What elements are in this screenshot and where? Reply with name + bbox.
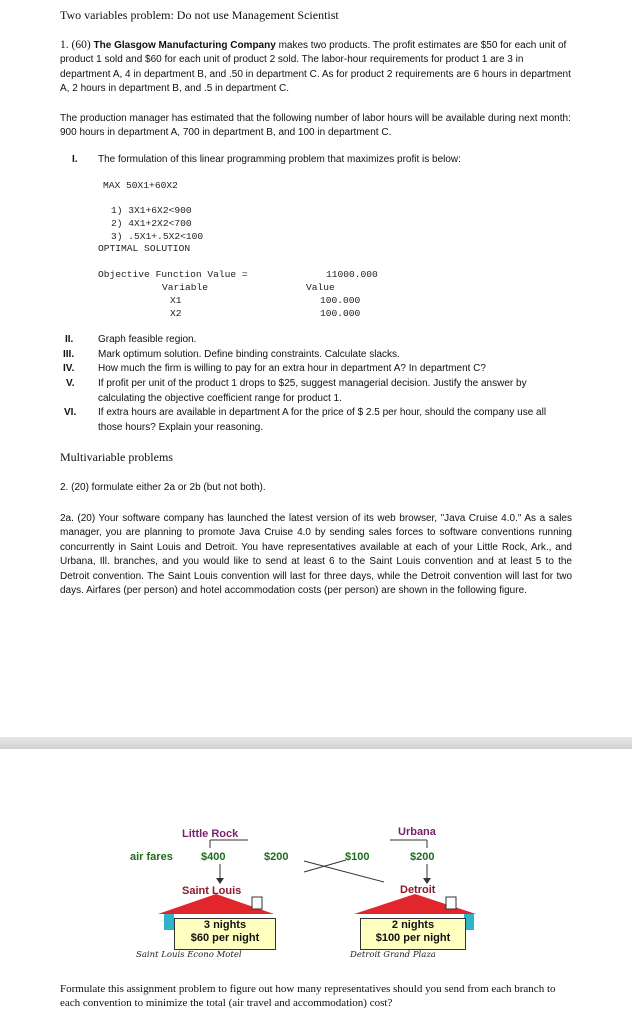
optimal-solution-label: OPTIMAL SOLUTION	[98, 243, 191, 254]
value-header: Value	[306, 282, 335, 293]
question-2a: 2a. (20) Your software company has launched the latest version of its web browser, "Java Cruise 4.0." As a sales manager, you are planning to promote Java Cruise 4.0 by sending sales forces to software conventions running concurrently in Saint Louis and Detroit. You have representatives available at each of your Little Rock, Ark., and Urbana, Ill. branches, and you would like to send at least 6 to the Saint Louis convention and at least 5 to the Detroit convention. The Saint Louis convention will last for three days, while the Detroit convention will last for two days. Airfares (per person) and hotel accommodation costs (per person) are shown in the following figure.	[60, 513, 572, 597]
item-1-text: The formulation of this linear programming problem that maximizes profit is below:	[98, 154, 461, 165]
saint-louis-hotel-box	[174, 918, 276, 950]
page-separator	[0, 737, 632, 749]
variable-x2: X2	[170, 308, 182, 319]
air-fares-label: air fares	[130, 851, 173, 863]
little-rock-label: Little Rock	[182, 828, 239, 840]
detroit-hotel-box	[360, 918, 466, 950]
item-3-number: III.	[63, 349, 75, 360]
cost-figure	[128, 822, 488, 960]
item-1-number: I.	[72, 154, 78, 165]
page-title: Two variables problem: Do not use Management Scientist	[60, 8, 339, 22]
closing-question: Formulate this assignment problem to figure out how many representatives should you send from each branch to each convention to minimize the total (air travel and accommodation) cost?	[60, 983, 556, 1009]
problem1-hours-paragraph: The production manager has estimated that the following number of labor hours will be available during next month: 900 hours in department A, 700 in department B, and 100 in department C.	[60, 113, 571, 139]
problem1-paragraph	[60, 38, 572, 97]
detroit-label: Detroit	[400, 884, 436, 896]
item-5-text: If profit per unit of the product 1 drops to $25, suggest managerial decision. Justify the answer by calculating the objective coefficient range for product 1.	[98, 378, 527, 404]
item-4-number: IV.	[63, 363, 75, 374]
item-6-text: If extra hours are available in department A for the price of $ 2.5 per hour, should the company use all those hours? Explain your reasoning.	[98, 407, 547, 433]
detroit-hotel-name: Detroit Grand Plaza	[350, 950, 436, 960]
variable-header: Variable	[162, 282, 209, 293]
item-6-number: VI.	[64, 407, 77, 418]
detroit-hotel-roof	[354, 894, 476, 914]
saint-louis-hotel-name: Saint Louis Econo Motel	[136, 950, 242, 960]
item-5-number: V.	[66, 378, 75, 389]
question-2: 2. (20) formulate either 2a or 2b (but not both).	[60, 482, 266, 493]
value-x1: 100.000	[320, 295, 361, 306]
item-4-text: How much the firm is willing to pay for an extra hour in department A? In department C?	[98, 363, 486, 374]
objective-value-label: Objective Function Value =	[98, 269, 248, 280]
urbana-label: Urbana	[398, 826, 436, 838]
problem1-text: makes two products. The profit estimates are $50 for each unit of product 1 sold and $60 for each unit of product 2 sold. The labor-hour requirements for product 1 are 3 in department A, 4 in department B, and .50 in department C. As for product 2 requirements are 6 hours in department A, 2 hours in department B, and .5 in department C.	[60, 40, 571, 95]
fare-little-rock-detroit: $200	[264, 851, 289, 863]
objective-line: MAX 50X1+60X2	[103, 180, 178, 191]
constraint-2: 2) 4X1+2X2<700	[111, 218, 192, 229]
item-2-text: Graph feasible region.	[98, 334, 197, 345]
item-2-number: II.	[65, 334, 74, 345]
item-3-text: Mark optimum solution. Define binding constraints. Calculate slacks.	[98, 349, 400, 360]
fare-urbana-detroit: $200	[410, 851, 435, 863]
variable-x1: X1	[170, 295, 182, 306]
saint-louis-label: Saint Louis	[182, 885, 242, 897]
detroit-nights: 2 nights	[391, 919, 435, 931]
problem1-number: 1. (60)	[60, 39, 94, 51]
constraint-3: 3) .5X1+.5X2<100	[111, 231, 204, 242]
fare-little-rock-saint-louis: $400	[201, 851, 226, 863]
saint-louis-rate: $60 per night	[190, 932, 260, 944]
company-name: The Glasgow Manufacturing Company	[93, 40, 276, 51]
saint-louis-nights: 3 nights	[203, 919, 247, 931]
detroit-rate: $100 per night	[375, 932, 451, 944]
fare-urbana-saint-louis: $100	[345, 851, 370, 863]
value-x2: 100.000	[320, 308, 361, 319]
objective-value: 11000.000	[326, 269, 378, 280]
constraint-1: 1) 3X1+6X2<900	[111, 205, 192, 216]
section-heading: Multivariable problems	[60, 450, 173, 464]
